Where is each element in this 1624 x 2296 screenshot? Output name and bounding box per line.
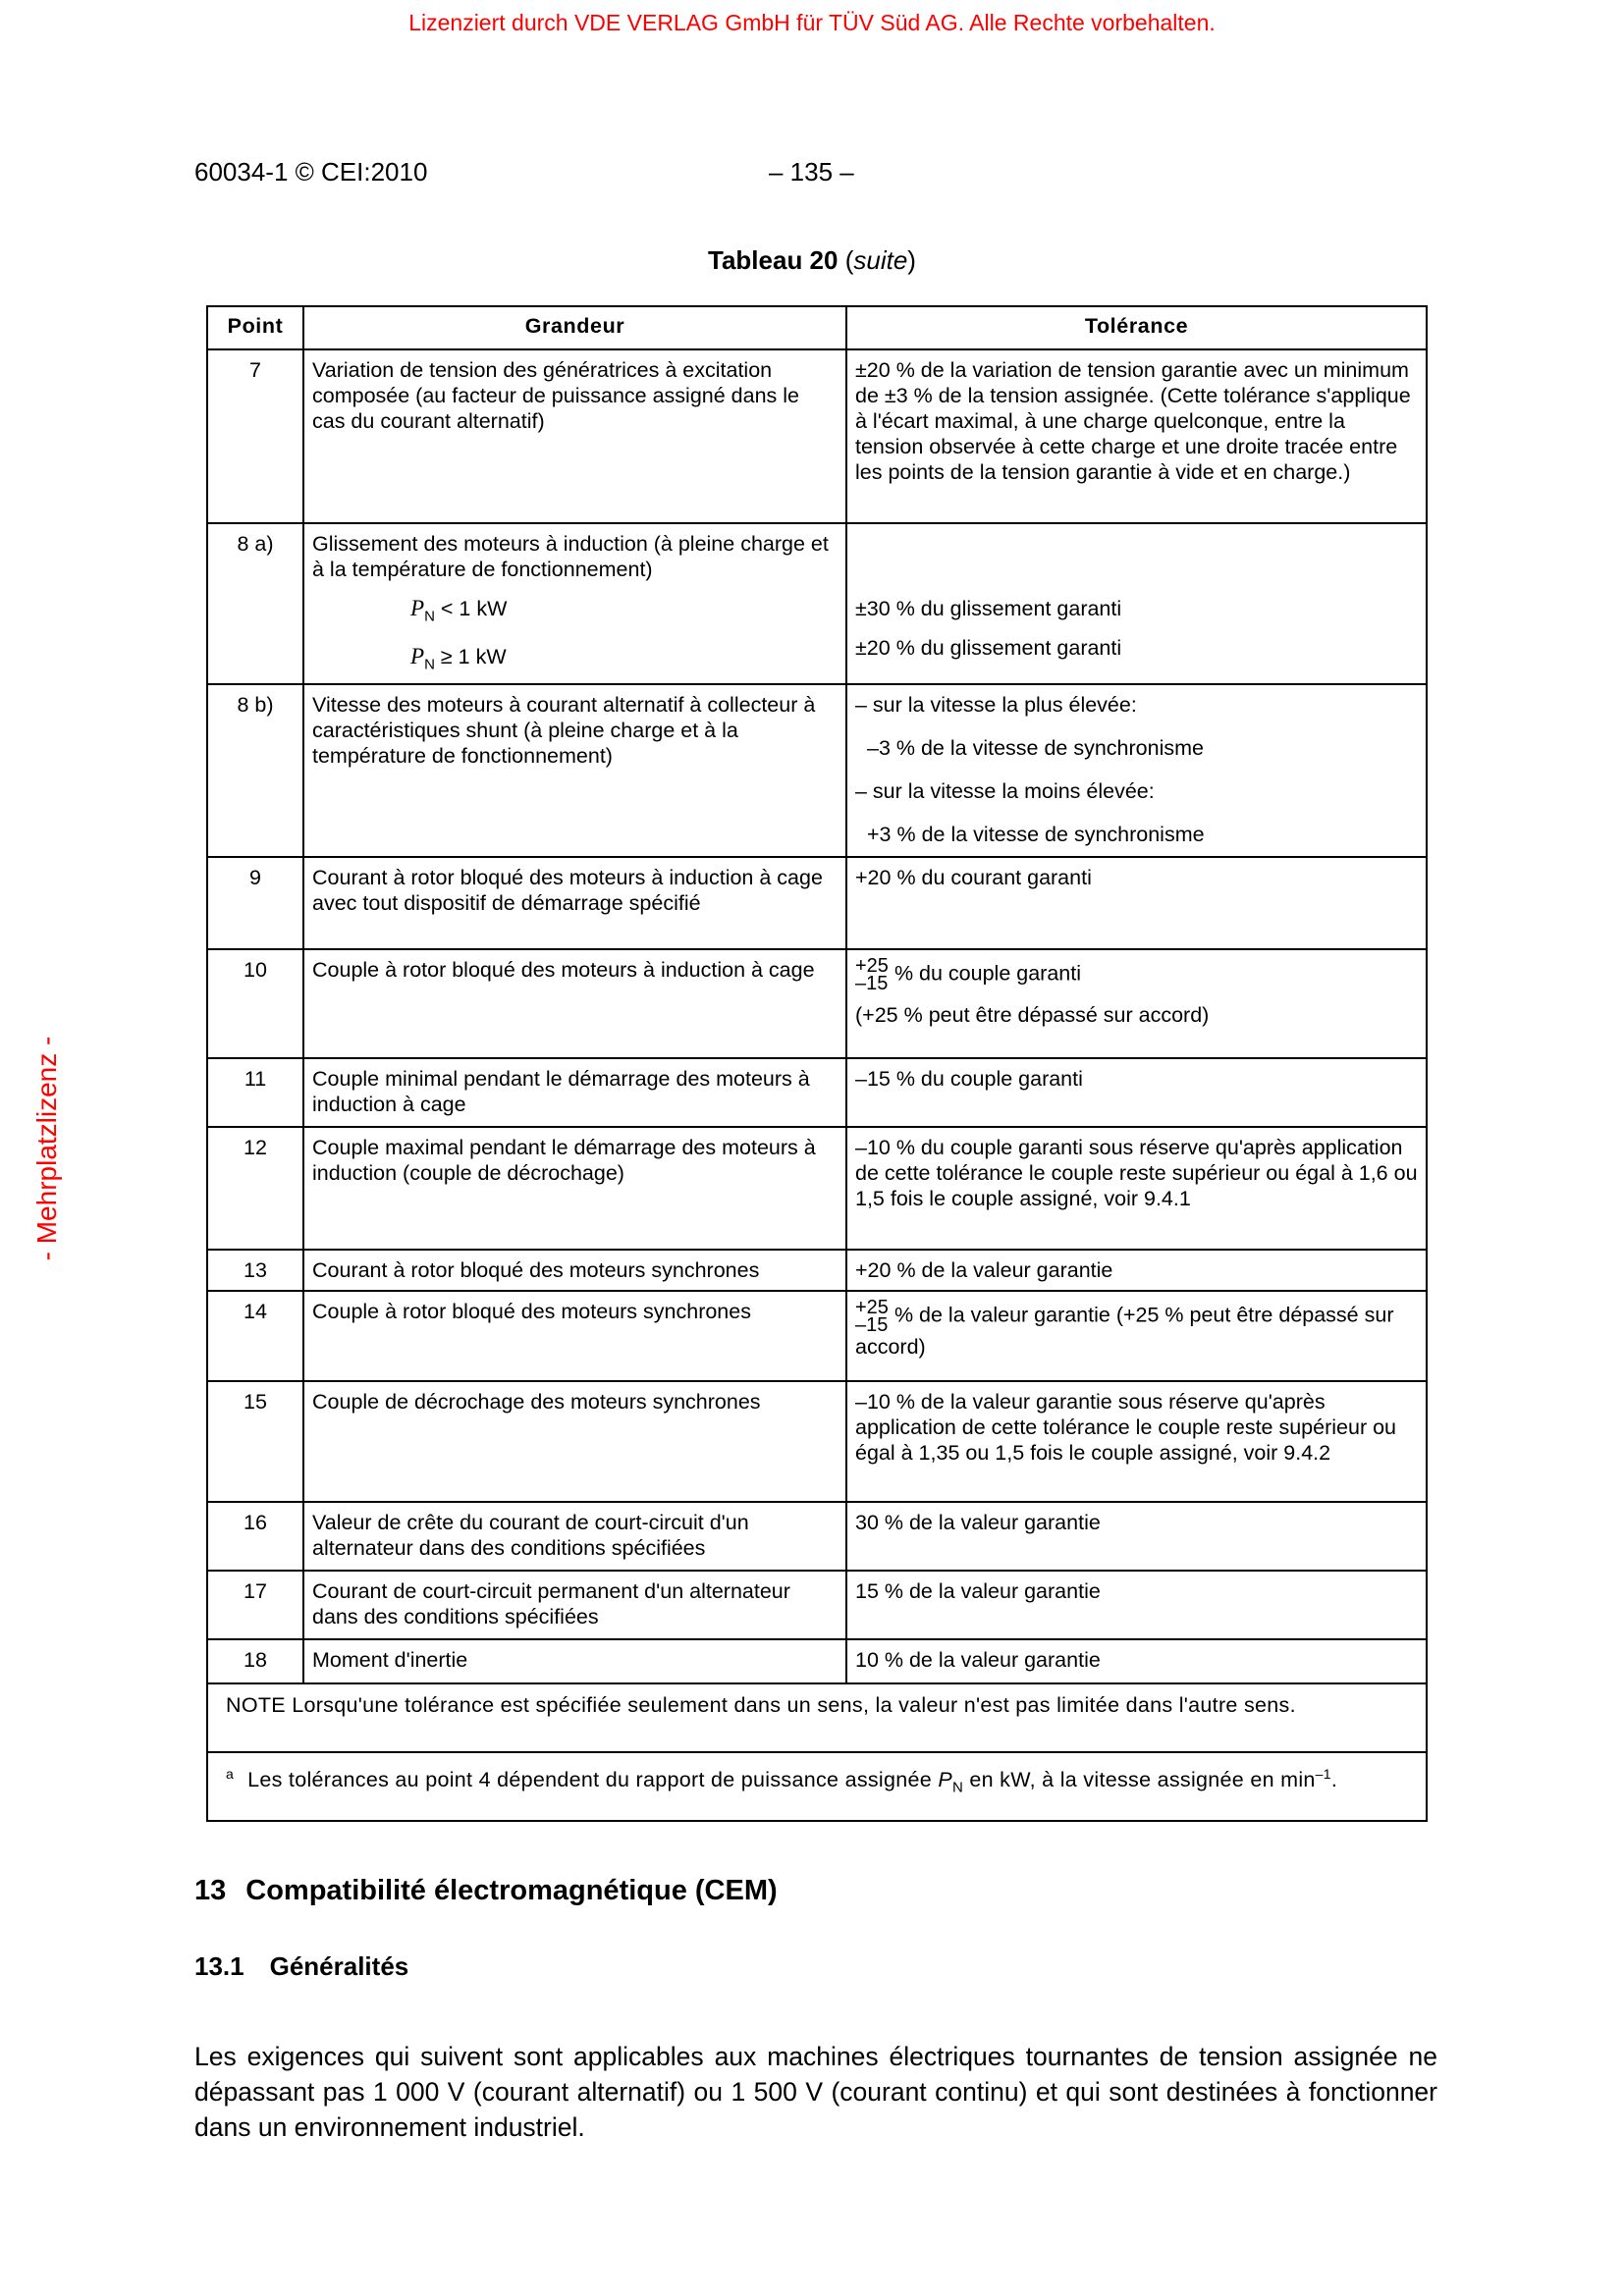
grandeur-text: Glissement des moteurs à induction (à pleine charge et à la température de fonctionnement) (312, 532, 829, 581)
cell-tolerance (846, 1291, 1427, 1381)
table-row (207, 1571, 1427, 1639)
table-row (207, 1381, 1427, 1502)
tolerance-line: ±20 % du glissement garanti (855, 636, 1122, 660)
table-footnote-row (207, 1752, 1427, 1821)
cell-tolerance: –10 % de la valeur garantie sous réserve qu'après application de cette tolérance le couple reste supérieur ou égal à 1,35 ou 1,5 fois le couple assigné, voir 9.4.2 (846, 1381, 1427, 1502)
table-row (207, 1250, 1427, 1291)
cell-tolerance: ±20 % de la variation de tension garantie avec un minimum de ±3 % de la tension assignée. (Cette tolérance s'applique à l'écart maximal, à une charge quelconque, entre la tension observée à cette charge et une droite tracée entre les points de la tension garantie à vide et en charge.) (846, 349, 1427, 523)
table-row (207, 1058, 1427, 1127)
cell-point: 11 (207, 1058, 303, 1127)
plus-minus-bounds: +25 –15 (855, 955, 889, 995)
cell-grandeur: Couple minimal pendant le démarrage des moteurs à induction à cage (303, 1058, 846, 1127)
table-row (207, 1639, 1427, 1683)
tolerance-line: +3 % de la vitesse de synchronisme (867, 823, 1205, 847)
table-note: NOTE Lorsqu'une tolérance est spécifiée seulement dans un sens, la valeur n'est pas limitée dans l'autre sens. (207, 1683, 1427, 1752)
cell-grandeur: Couple à rotor bloqué des moteurs à induction à cage (303, 949, 846, 1058)
column-header-tolerance: Tolérance (846, 306, 1427, 349)
table-row (207, 857, 1427, 949)
table-title-suffix: suite (853, 245, 908, 275)
cell-grandeur (303, 523, 846, 684)
tolerance-line: – sur la vitesse la moins élevée: (855, 779, 1155, 804)
cell-tolerance: –15 % du couple garanti (846, 1058, 1427, 1127)
tolerance-text: % de la valeur garantie (+25 % peut être dépassé sur accord) (855, 1303, 1394, 1360)
cell-point: 13 (207, 1250, 303, 1291)
cell-point: 17 (207, 1571, 303, 1639)
page-number: – 135 – (769, 157, 854, 187)
cell-point: 14 (207, 1291, 303, 1381)
cell-point: 10 (207, 949, 303, 1058)
cell-grandeur: Courant à rotor bloqué des moteurs synchrones (303, 1250, 846, 1291)
table-row (207, 684, 1427, 857)
table-row (207, 1502, 1427, 1571)
subsection-number: 13.1 (194, 1951, 244, 1981)
cell-tolerance: +20 % de la valeur garantie (846, 1250, 1427, 1291)
tolerance-text: % du couple garanti (893, 961, 1081, 986)
column-header-grandeur: Grandeur (303, 306, 846, 349)
table-row (207, 949, 1427, 1058)
cell-point: 18 (207, 1639, 303, 1683)
table-footnote: $^a$ Les tolérances au point 4 dépendent du rapport de puissance assignée $P_N$ en kW, à la vitesse assignée en $\min^{-1}$. (207, 1752, 1427, 1821)
table-row (207, 523, 1427, 684)
plus-minus-bounds: +25 –15 (855, 1297, 889, 1337)
cell-tolerance (846, 949, 1427, 1058)
table-row (207, 1291, 1427, 1381)
cell-tolerance (846, 523, 1427, 684)
power-symbol: $P_N$ (410, 596, 435, 625)
cell-point: 8 a) (207, 523, 303, 684)
section-title: Compatibilité électromagnétique (CEM) (245, 1875, 778, 1906)
section-heading (194, 1875, 778, 1907)
table-header-row (207, 306, 1427, 349)
cell-grandeur: Courant de court-circuit permanent d'un alternateur dans des conditions spécifiées (303, 1571, 846, 1639)
cell-tolerance: 10 % de la valeur garantie (846, 1639, 1427, 1683)
table-row (207, 1127, 1427, 1250)
page-header (194, 157, 1441, 190)
cell-tolerance (846, 684, 1427, 857)
cell-grandeur: Vitesse des moteurs à courant alternatif à collecteur à caractéristiques shunt (à pleine charge et à la température de fonctionnement) (303, 684, 846, 857)
subsection-title: Généralités (269, 1951, 409, 1981)
cell-point: 16 (207, 1502, 303, 1571)
table-note-row (207, 1683, 1427, 1752)
column-header-point: Point (207, 306, 303, 349)
license-watermark-top: Lizenziert durch VDE VERLAG GmbH für TÜV Süd AG. Alle Rechte vorbehalten. (408, 10, 1216, 35)
condition-line: $P_N < 1$ kW (410, 596, 508, 625)
power-symbol: $P_N$ (410, 643, 435, 673)
footnote-marker: a (226, 1766, 235, 1783)
tolerance-line: –3 % de la vitesse de synchronisme (867, 736, 1204, 761)
cell-tolerance: 15 % de la valeur garantie (846, 1571, 1427, 1639)
table-title: Tableau 20 (suite) (708, 245, 916, 275)
body-paragraph: Les exigences qui suivent sont applicables aux machines électriques tournantes de tension assignée ne dépassant pas 1 000 V (courant alternatif) ou 1 500 V (courant continu) et qui sont destinées à fonctionner dans un environnement industriel. (194, 2041, 1437, 2142)
cell-grandeur: Couple de décrochage des moteurs synchrones (303, 1381, 846, 1502)
tolerance-note: (+25 % peut être dépassé sur accord) (855, 1003, 1210, 1028)
cell-grandeur: Courant à rotor bloqué des moteurs à induction à cage avec tout dispositif de démarrage spécifié (303, 857, 846, 949)
table-row (207, 349, 1427, 523)
condition-line: $P_N \ge 1$ kW (410, 643, 507, 673)
cell-grandeur: Couple à rotor bloqué des moteurs synchrones (303, 1291, 846, 1381)
cell-point: 9 (207, 857, 303, 949)
table-title-main: Tableau 20 (708, 245, 839, 275)
cell-grandeur: Couple maximal pendant le démarrage des moteurs à induction (couple de décrochage) (303, 1127, 846, 1250)
cell-point: 7 (207, 349, 303, 523)
subsection-heading (194, 1951, 408, 1982)
cell-tolerance: 30 % de la valeur garantie (846, 1502, 1427, 1571)
tolerance-table (206, 305, 1428, 1822)
power-symbol: $P_N$ (938, 1768, 964, 1796)
cell-point: 12 (207, 1127, 303, 1250)
tolerance-line: – sur la vitesse la plus élevée: (855, 693, 1137, 718)
section-number: 13 (194, 1875, 227, 1906)
cell-grandeur: Valeur de crête du courant de court-circuit d'un alternateur dans des conditions spécifiées (303, 1502, 846, 1571)
cell-tolerance: +20 % du courant garanti (846, 857, 1427, 949)
document-reference: 60034-1 © CEI:2010 (194, 157, 428, 187)
cell-tolerance: –10 % du couple garanti sous réserve qu'après application de cette tolérance le couple reste supérieur ou égal à 1,6 ou 1,5 fois le couple assigné, voir 9.4.1 (846, 1127, 1427, 1250)
cell-grandeur: Moment d'inertie (303, 1639, 846, 1683)
cell-point: 15 (207, 1381, 303, 1502)
cell-grandeur: Variation de tension des génératrices à excitation composée (au facteur de puissance assigné dans le cas du courant alternatif) (303, 349, 846, 523)
tolerance-line: ±30 % du glissement garanti (855, 597, 1122, 620)
cell-point: 8 b) (207, 684, 303, 857)
license-watermark-side: - Mehrplatzlizenz - (31, 1036, 62, 1261)
